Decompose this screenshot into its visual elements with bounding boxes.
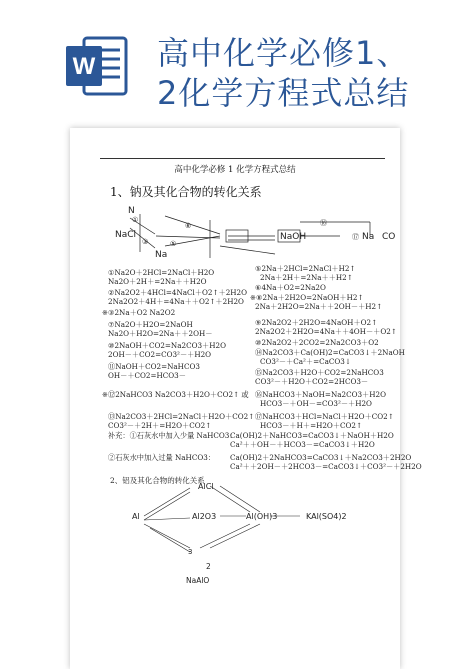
diagram-node-na: Na	[155, 250, 168, 260]
eq-right-14: HCO3－＋OH－=CO3²－＋H2O	[260, 399, 372, 408]
eq-right-1: ⑤2Na＋2HCl=2NaCl＋H2↑	[255, 264, 356, 273]
eq-right-17: Ca(OH)2＋NaHCO3=CaCO3↓＋NaOH＋H2O	[230, 431, 394, 440]
eq-left-10: ⑪NaOH＋CO2=NaHCO3	[108, 362, 200, 371]
eq-right-11: ⑮Na2CO3＋H2O＋CO2=2NaHCO3	[255, 368, 384, 377]
section2-heading: 2、铝及其化合物的转化关系	[110, 476, 205, 485]
eq-left-13: ⑬Na2CO3＋2HCl=2NaCl＋H2O＋CO2↑	[108, 412, 255, 421]
eq-right-7: 2Na2O2＋2H2O=4Na＋＋4OH－＋O2↑	[255, 327, 397, 336]
eq-right-12: CO3²－＋H2O＋CO2=2HCO3－	[255, 377, 369, 386]
al-node-kal: KAl(SO4)2	[306, 512, 347, 521]
diagram-node-na2co3: Na	[362, 232, 375, 242]
step-5: ⑤	[170, 240, 177, 248]
step-3: ③	[142, 238, 149, 246]
al-node-aloh3: Al(OH)3	[246, 512, 278, 521]
page-mark-2: 2	[206, 562, 211, 571]
document-page	[70, 128, 422, 669]
diagram-node-n: N	[128, 206, 135, 216]
eq-left-14: CO3²－＋2H＋=H2O＋CO2↑	[108, 421, 212, 430]
step-17: ⑰	[352, 233, 359, 241]
word-document-icon	[62, 32, 130, 100]
word-icon-letter: W	[72, 53, 96, 80]
eq-right-13: ⑯NaHCO3＋NaOH=Na2CO3＋H2O	[255, 390, 386, 399]
eq-left-6: ⑦Na2O＋H2O=2NaOH	[108, 320, 193, 329]
eq-left-4: 2Na2O2＋4H＋=4Na＋＋O2↑＋2H2O	[108, 297, 244, 306]
page-mark-naalo: NaAlO	[186, 576, 210, 585]
al-node-al: Al	[132, 512, 140, 521]
diagram-node-co: CO	[382, 232, 396, 242]
step-6: ⑥	[185, 222, 192, 230]
banner-title-line2: 2化学方程式总结	[157, 74, 410, 112]
eq-left-1: ①Na2O＋2HCl=2NaCl＋H2O	[108, 268, 215, 277]
eq-left-15: 补充：①石灰水中加入少量 NaHCO3：	[108, 431, 237, 440]
eq-right-9: ⑭Na2CO3＋Ca(OH)2=CaCO3↓＋2NaOH	[255, 348, 405, 357]
document-title: 高中化学必修 1 化学方程式总结	[174, 165, 296, 175]
eq-right-5: 2Na＋2H2O=2Na＋＋2OH－＋H2↑	[255, 302, 383, 311]
eq-right-2: 2Na＋2H＋=2Na＋＋H2↑	[260, 273, 353, 282]
eq-right-4: ※⑧2Na＋2H2O=2NaOH＋H2↑	[250, 293, 364, 302]
eq-left-7: Na2O＋H2O=2Na＋＋2OH－	[108, 329, 213, 338]
al-node-alcl: AlCl	[198, 482, 214, 491]
diagram-node-naoh: NaOH	[280, 232, 307, 242]
diagram-node-nacl: NaCl	[115, 230, 137, 240]
section1-heading: 1、钠及其化合物的转化关系	[110, 185, 262, 199]
eq-left-3: ②Na2O2＋4HCl=4NaCl＋O2↑＋2H2O	[108, 288, 248, 297]
eq-right-16: HCO3－＋H＋=H2O＋CO2↑	[260, 421, 362, 430]
eq-right-20: Ca²＋＋2OH－＋2HCO3－=CaCO3↓＋CO3²－＋2H2O	[230, 462, 422, 471]
al-node-al2o3: Al2O3	[192, 512, 217, 521]
eq-right-10: CO3²－＋Ca²＋=CaCO3↓	[260, 357, 351, 366]
step-16: ⑯	[320, 219, 327, 227]
eq-left-11: OH－＋CO2=HCO3－	[108, 371, 186, 380]
aluminum-conversion-diagram	[70, 128, 400, 669]
header-banner	[0, 0, 474, 125]
banner-title-line1: 高中化学必修1、	[157, 34, 410, 72]
eq-left-5: ※③2Na＋O2 Na2O2	[102, 308, 176, 317]
eq-left-8: ⑩2NaOH＋CO2=Na2CO3＋H2O	[108, 341, 226, 350]
eq-right-3: ⑥4Na＋O2=2Na2O	[255, 283, 326, 292]
eq-right-19: Ca(OH)2＋2NaHCO3=CaCO3↓＋Na2CO3＋2H2O	[230, 453, 412, 462]
step-1: ①	[132, 216, 139, 224]
eq-right-6: ⑨2Na2O2＋2H2O=4NaOH＋O2↑	[255, 318, 378, 327]
eq-right-15: ⑰NaHCO3＋HCl=NaCl＋H2O＋CO2↑	[255, 412, 394, 421]
eq-right-8: ⑩2Na2O2＋2CO2=2Na2CO3＋O2	[255, 338, 379, 347]
eq-left-16: ②石灰水中加入过量 NaHCO3：	[108, 453, 215, 462]
eq-right-18: Ca²＋＋OH－＋HCO3－=CaCO3↓＋H2O	[230, 440, 375, 449]
al-sub-label: 3	[188, 548, 193, 556]
eq-left-2: Na2O＋2H＋=2Na＋＋H2O	[108, 277, 207, 286]
eq-left-9: 2OH－＋CO2=CO3²－＋H2O	[108, 350, 212, 359]
eq-left-12: ※⑫2NaHCO3 Na2CO3＋H2O＋CO2↑ 或	[102, 390, 249, 399]
